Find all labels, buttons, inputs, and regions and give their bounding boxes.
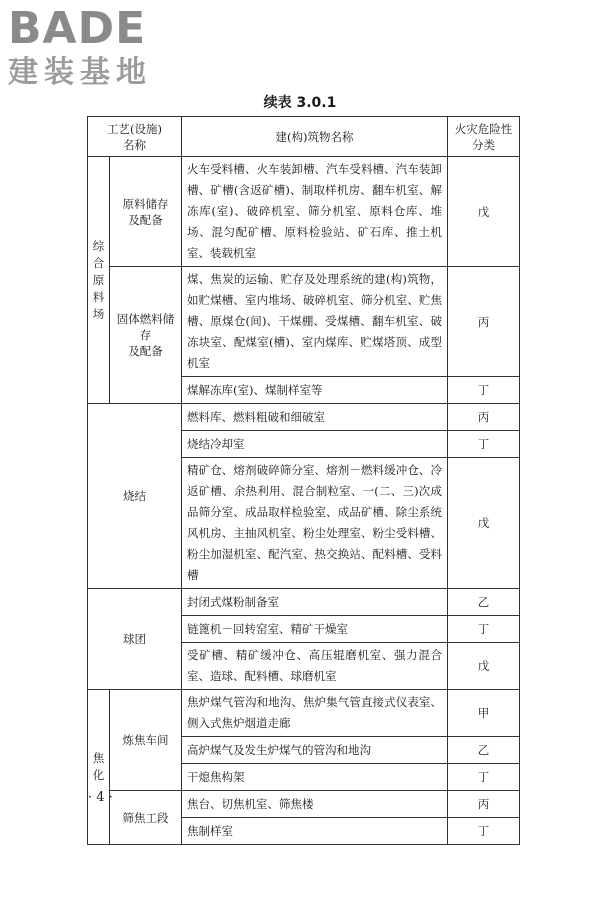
hazard-cell: 乙 xyxy=(448,589,520,616)
page-number: · 4 · xyxy=(88,790,113,805)
hazard-cell: 丙 xyxy=(448,791,520,818)
building-cell: 干熄焦构架 xyxy=(182,764,448,791)
header-process: 工艺(设施) 名称 xyxy=(88,117,182,157)
table-header-row xyxy=(88,117,520,157)
hazard-cell: 丁 xyxy=(448,431,520,458)
logo-tagline: 建装基地 xyxy=(8,55,152,90)
building-cell: 煤、焦炭的运输、贮存及处理系统的建(构)筑物，如贮煤槽、室内堆场、破碎机室、筛分机室、贮焦槽、原煤仓(间)、干煤棚、受煤槽、翻车机室、破冻块室、配煤室(槽)、室内煤库、贮煤塔顶、成型机室 xyxy=(182,267,448,377)
table-row xyxy=(88,589,520,616)
building-cell: 焦制样室 xyxy=(182,818,448,845)
hazard-cell: 丁 xyxy=(448,377,520,404)
hazard-cell: 丁 xyxy=(448,764,520,791)
subgroup-raw-storage: 原料储存 及配备 xyxy=(110,157,182,267)
building-cell: 燃料库、燃料粗破和细破室 xyxy=(182,404,448,431)
hazard-cell: 戊 xyxy=(448,157,520,267)
fire-hazard-table xyxy=(87,116,520,845)
building-cell: 精矿仓、熔剂破碎筛分室、熔剂－燃料缓冲仓、冷返矿槽、余热利用、混合制粒室、一(二、三)次成品筛分室、成品取样检验室、成品矿槽、除尘系统风机房、主抽风机室、粉尘处理室、粉尘受料槽、粉尘加湿机室、配汽室、热交换站、配料槽、受料槽 xyxy=(182,458,448,589)
building-cell: 焦炉煤气管沟和地沟、焦炉集气管直接式仪表室、侧入式焦炉烟道走廊 xyxy=(182,690,448,737)
hazard-cell: 丁 xyxy=(448,616,520,643)
table-row xyxy=(88,157,520,267)
table-row xyxy=(88,791,520,818)
bade-logo xyxy=(8,3,152,90)
building-cell: 煤解冻库(室)、煤制样室等 xyxy=(182,377,448,404)
group-pellet: 球团 xyxy=(88,589,182,690)
building-cell: 火车受料槽、火车装卸槽、汽车受料槽、汽车装卸槽、矿槽(含返矿槽)、制取样机房、翻车机室、解冻库(室)、破碎机室、筛分机室、原料仓库、堆场、混匀配矿槽、原料检验站、矿石库、推土机室、装载机室 xyxy=(182,157,448,267)
building-cell: 封闭式煤粉制备室 xyxy=(182,589,448,616)
hazard-cell: 乙 xyxy=(448,737,520,764)
building-cell: 高炉煤气及发生炉煤气的管沟和地沟 xyxy=(182,737,448,764)
hazard-cell: 甲 xyxy=(448,690,520,737)
hazard-cell: 戊 xyxy=(448,458,520,589)
header-hazard: 火灾危险性 分类 xyxy=(448,117,520,157)
table-title: 续表 3.0.1 xyxy=(263,95,337,111)
building-cell: 受矿槽、精矿缓冲仓、高压辊磨机室、强力混合室、造球、配料槽、球磨机室 xyxy=(182,643,448,690)
subgroup-coke-screen: 筛焦工段 xyxy=(110,791,182,845)
building-cell: 烧结冷却室 xyxy=(182,431,448,458)
table-row xyxy=(88,267,520,377)
hazard-cell: 丙 xyxy=(448,404,520,431)
subgroup-solid-fuel: 固体燃料储存 及配备 xyxy=(110,267,182,404)
hazard-cell: 戊 xyxy=(448,643,520,690)
building-cell: 焦台、切焦机室、筛焦楼 xyxy=(182,791,448,818)
hazard-cell: 丙 xyxy=(448,267,520,377)
hazard-cell: 丁 xyxy=(448,818,520,845)
subgroup-coke-oven: 炼焦车间 xyxy=(110,690,182,791)
header-building: 建(构)筑物名称 xyxy=(182,117,448,157)
group-comprehensive-raw-material-yard: 综 合 原 料 场 xyxy=(88,157,110,404)
building-cell: 链篦机－回转窑室、精矿干燥室 xyxy=(182,616,448,643)
group-coking: 焦 化 xyxy=(88,690,110,845)
group-sinter: 烧结 xyxy=(88,404,182,589)
table-row xyxy=(88,404,520,431)
table-row xyxy=(88,690,520,737)
logo-brand: BADE xyxy=(8,3,147,54)
